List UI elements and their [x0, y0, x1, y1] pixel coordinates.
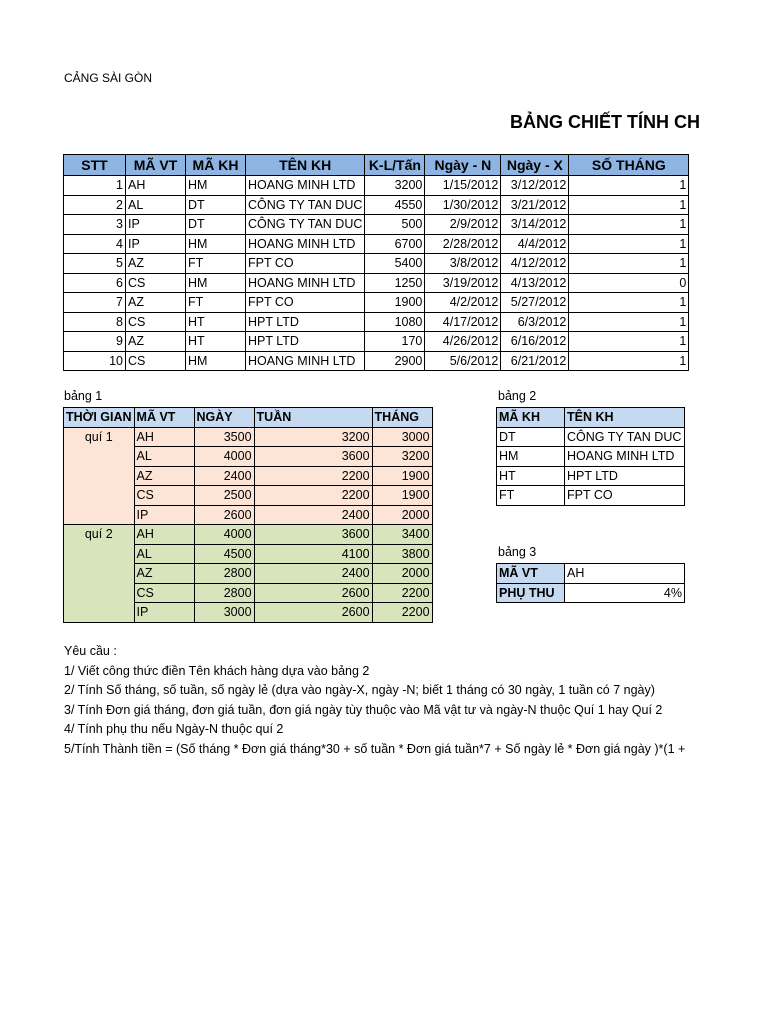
table-row — [64, 273, 689, 293]
cell-so-thang[interactable]: 1 — [569, 254, 689, 274]
cell-stt[interactable]: 8 — [64, 312, 126, 332]
cell-ngay-n[interactable]: 3/8/2012 — [425, 254, 501, 274]
cell-khoi-luong[interactable]: 1250 — [365, 273, 425, 293]
cell-tuan[interactable]: 3600 — [254, 525, 372, 545]
cell-khoi-luong[interactable]: 1080 — [365, 312, 425, 332]
col-header-tuan[interactable]: TUẦN — [254, 408, 372, 428]
cell-so-thang[interactable]: 0 — [569, 273, 689, 293]
cell-ngay-n[interactable]: 2/9/2012 — [425, 215, 501, 235]
table-row — [64, 427, 433, 447]
cell-ngay[interactable]: 4000 — [194, 447, 254, 467]
cell-ma-vt[interactable]: CS — [126, 351, 186, 371]
col-header-ten-kh[interactable]: TÊN KH — [246, 155, 365, 176]
cell-thang[interactable]: 2200 — [372, 583, 432, 603]
cell-ma-vt[interactable]: AZ — [126, 254, 186, 274]
cell-ten-kh[interactable]: HOANG MINH LTD — [246, 273, 365, 293]
cell-ma-kh[interactable]: HM — [186, 351, 246, 371]
cell-stt[interactable]: 10 — [64, 351, 126, 371]
cell-ma-vt[interactable]: IP — [126, 215, 186, 235]
cell-thang[interactable]: 3800 — [372, 544, 432, 564]
cell-ma-kh[interactable]: HT — [186, 312, 246, 332]
table1-caption: bảng 1 — [64, 389, 103, 403]
cell-khoi-luong[interactable]: 4550 — [365, 195, 425, 215]
requirements-heading: Yêu cầu : — [64, 644, 117, 658]
cell-ngay-x[interactable]: 6/3/2012 — [501, 312, 569, 332]
table-row — [497, 466, 685, 486]
surcharge-value-phu-thu[interactable]: 4% — [565, 583, 685, 603]
requirements-block — [64, 642, 754, 759]
col-header-ma-kh[interactable]: MÃ KH — [186, 155, 246, 176]
cell-ma-vt[interactable]: IP — [126, 234, 186, 254]
cell-stt[interactable]: 5 — [64, 254, 126, 274]
cell-ten-kh[interactable]: HPT LTD — [565, 466, 685, 486]
cell-khoi-luong[interactable]: 5400 — [365, 254, 425, 274]
cell-ngay-n[interactable]: 4/26/2012 — [425, 332, 501, 352]
surcharge-value-ma-vt[interactable]: AH — [565, 564, 685, 584]
cell-ten-kh[interactable]: CÔNG TY TAN DUC — [565, 427, 685, 447]
cell-thang[interactable]: 3200 — [372, 447, 432, 467]
cell-so-thang[interactable]: 1 — [569, 293, 689, 313]
cell-stt[interactable]: 4 — [64, 234, 126, 254]
quarter-label[interactable]: quí 1 — [64, 427, 135, 525]
cell-ma-kh[interactable]: HM — [186, 273, 246, 293]
cell-ngay[interactable]: 3000 — [194, 603, 254, 623]
cell-so-thang[interactable]: 1 — [569, 195, 689, 215]
cell-ngay-x[interactable]: 3/21/2012 — [501, 195, 569, 215]
table-row — [64, 234, 689, 254]
cell-thang[interactable]: 1900 — [372, 466, 432, 486]
cell-ngay-x[interactable]: 5/27/2012 — [501, 293, 569, 313]
cell-ngay-n[interactable]: 2/28/2012 — [425, 234, 501, 254]
surcharge-table — [496, 563, 685, 603]
cell-ma-kh[interactable]: DT — [497, 427, 565, 447]
cell-ten-kh[interactable]: CÔNG TY TAN DUC — [246, 195, 365, 215]
customer-header-row — [497, 408, 685, 428]
cell-ten-kh[interactable]: FPT CO — [565, 486, 685, 506]
cell-so-thang[interactable]: 1 — [569, 332, 689, 352]
cell-ngay-x[interactable]: 3/12/2012 — [501, 176, 569, 196]
surcharge-label-ma-vt[interactable]: MÃ VT — [497, 564, 565, 584]
col-header-ma-kh[interactable]: MÃ KH — [497, 408, 565, 428]
cell-so-thang[interactable]: 1 — [569, 215, 689, 235]
cell-ngay[interactable]: 3500 — [194, 427, 254, 447]
table-row — [64, 312, 689, 332]
col-header-thoi-gian[interactable]: THỜI GIAN — [64, 408, 135, 428]
cell-ten-kh[interactable]: HOANG MINH LTD — [246, 234, 365, 254]
cell-tuan[interactable]: 2600 — [254, 603, 372, 623]
cell-ten-kh[interactable]: FPT CO — [246, 254, 365, 274]
cell-tuan[interactable]: 2200 — [254, 486, 372, 506]
cell-ma-kh[interactable]: HM — [186, 176, 246, 196]
cell-tuan[interactable]: 2400 — [254, 564, 372, 584]
cell-ma-kh[interactable]: FT — [186, 254, 246, 274]
table-row — [64, 351, 689, 371]
table-row — [497, 427, 685, 447]
cell-ma-vt[interactable]: AZ — [134, 564, 194, 584]
cell-ma-kh[interactable]: HT — [186, 332, 246, 352]
cell-ma-kh[interactable]: HT — [497, 466, 565, 486]
cell-khoi-luong[interactable]: 6700 — [365, 234, 425, 254]
sheet-title: BẢNG CHIẾT TÍNH CH — [510, 112, 700, 132]
table-row — [64, 195, 689, 215]
cell-ma-kh[interactable]: FT — [186, 293, 246, 313]
cell-ten-kh[interactable]: HOANG MINH LTD — [246, 351, 365, 371]
cell-ngay-x[interactable]: 6/21/2012 — [501, 351, 569, 371]
cell-stt[interactable]: 7 — [64, 293, 126, 313]
cell-ten-kh[interactable]: FPT CO — [246, 293, 365, 313]
cell-stt[interactable]: 6 — [64, 273, 126, 293]
cell-ma-vt[interactable]: AZ — [134, 466, 194, 486]
col-header-stt[interactable]: STT — [64, 155, 126, 176]
cell-ma-vt[interactable]: AL — [126, 195, 186, 215]
cell-tuan[interactable]: 3200 — [254, 427, 372, 447]
cell-ma-vt[interactable]: AH — [134, 525, 194, 545]
cell-thang[interactable]: 2000 — [372, 505, 432, 525]
cell-so-thang[interactable]: 1 — [569, 234, 689, 254]
table-row — [64, 293, 689, 313]
main-table — [63, 154, 689, 371]
cell-ma-kh[interactable]: DT — [186, 215, 246, 235]
cell-ma-vt[interactable]: AL — [134, 447, 194, 467]
requirement-item-4: 4/ Tính phụ thu nếu Ngày-N thuộc quí 2 — [64, 722, 284, 736]
cell-ma-vt[interactable]: CS — [134, 486, 194, 506]
cell-ngay[interactable]: 2800 — [194, 583, 254, 603]
table-row — [497, 447, 685, 467]
cell-ngay[interactable]: 2500 — [194, 486, 254, 506]
surcharge-row-phu-thu — [497, 583, 685, 603]
cell-ngay-x[interactable]: 3/14/2012 — [501, 215, 569, 235]
cell-ma-vt[interactable]: CS — [134, 583, 194, 603]
main-header-row — [64, 155, 689, 176]
cell-ten-kh[interactable]: HPT LTD — [246, 312, 365, 332]
customer-table — [496, 407, 685, 506]
surcharge-label-phu-thu[interactable]: PHỤ THU — [497, 583, 565, 603]
price-table — [63, 407, 433, 623]
table3-caption: bảng 3 — [498, 545, 537, 559]
cell-ngay-n[interactable]: 4/2/2012 — [425, 293, 501, 313]
quarter-label[interactable]: quí 2 — [64, 525, 135, 623]
company-name: CẢNG SÀI GÒN — [64, 71, 153, 85]
table-row — [64, 525, 433, 545]
cell-ma-kh[interactable]: FT — [497, 486, 565, 506]
cell-so-thang[interactable]: 1 — [569, 351, 689, 371]
cell-ma-vt[interactable]: IP — [134, 505, 194, 525]
requirement-item-1: 1/ Viết công thức điền Tên khách hàng dựa vào bảng 2 — [64, 663, 370, 678]
cell-ngay-n[interactable]: 3/19/2012 — [425, 273, 501, 293]
cell-thang[interactable]: 2000 — [372, 564, 432, 584]
surcharge-row-ma-vt — [497, 564, 685, 584]
cell-ngay-n[interactable]: 4/17/2012 — [425, 312, 501, 332]
col-header-thang[interactable]: THÁNG — [372, 408, 432, 428]
cell-ma-kh[interactable]: HM — [497, 447, 565, 467]
col-header-ma-vt[interactable]: MÃ VT — [134, 408, 194, 428]
cell-so-thang[interactable]: 1 — [569, 176, 689, 196]
cell-thang[interactable]: 3000 — [372, 427, 432, 447]
col-header-ngay-x[interactable]: Ngày - X — [501, 155, 569, 176]
cell-tuan[interactable]: 2200 — [254, 466, 372, 486]
price-header-row — [64, 408, 433, 428]
cell-stt[interactable]: 2 — [64, 195, 126, 215]
cell-ngay-x[interactable]: 6/16/2012 — [501, 332, 569, 352]
cell-ma-vt[interactable]: AH — [126, 176, 186, 196]
col-header-ma-vt[interactable]: MÃ VT — [126, 155, 186, 176]
col-header-ten-kh[interactable]: TÊN KH — [565, 408, 685, 428]
cell-thang[interactable]: 3400 — [372, 525, 432, 545]
cell-so-thang[interactable]: 1 — [569, 312, 689, 332]
cell-khoi-luong[interactable]: 3200 — [365, 176, 425, 196]
cell-tuan[interactable]: 2400 — [254, 505, 372, 525]
cell-ten-kh[interactable]: HOANG MINH LTD — [565, 447, 685, 467]
cell-khoi-luong[interactable]: 2900 — [365, 351, 425, 371]
cell-khoi-luong[interactable]: 500 — [365, 215, 425, 235]
table-row — [64, 176, 689, 196]
cell-khoi-luong[interactable]: 1900 — [365, 293, 425, 313]
cell-ten-kh[interactable]: CÔNG TY TAN DUC — [246, 215, 365, 235]
requirement-item-3: 3/ Tính Đơn giá tháng, đơn giá tuần, đơn giá ngày tùy thuộc vào Mã vật tư và ngày-N thuộc Quí 1 hay Quí 2 — [64, 702, 663, 717]
cell-ma-vt[interactable]: CS — [126, 312, 186, 332]
cell-ma-vt[interactable]: IP — [134, 603, 194, 623]
cell-tuan[interactable]: 2600 — [254, 583, 372, 603]
cell-stt[interactable]: 3 — [64, 215, 126, 235]
cell-ngay-x[interactable]: 4/13/2012 — [501, 273, 569, 293]
cell-thang[interactable]: 2200 — [372, 603, 432, 623]
col-header-khoi-luong[interactable]: K-L/Tấn — [365, 155, 425, 176]
table-row — [64, 215, 689, 235]
cell-ma-vt[interactable]: AH — [134, 427, 194, 447]
cell-stt[interactable]: 9 — [64, 332, 126, 352]
col-header-ngay[interactable]: NGÀY — [194, 408, 254, 428]
cell-khoi-luong[interactable]: 170 — [365, 332, 425, 352]
cell-ma-kh[interactable]: HM — [186, 234, 246, 254]
cell-ten-kh[interactable]: HOANG MINH LTD — [246, 176, 365, 196]
col-header-so-thang[interactable]: SỐ THÁNG — [569, 155, 689, 176]
cell-ma-kh[interactable]: DT — [186, 195, 246, 215]
cell-ngay[interactable]: 4000 — [194, 525, 254, 545]
cell-ten-kh[interactable]: HPT LTD — [246, 332, 365, 352]
cell-ngay-n[interactable]: 1/30/2012 — [425, 195, 501, 215]
cell-ma-vt[interactable]: AZ — [126, 332, 186, 352]
table-row — [497, 486, 685, 506]
cell-tuan[interactable]: 4100 — [254, 544, 372, 564]
cell-tuan[interactable]: 3600 — [254, 447, 372, 467]
requirement-item-2: 2/ Tính Số tháng, số tuần, số ngày lẻ (dựa vào ngày-X, ngày -N; biết 1 tháng có 30 ngày, 1 tuần có 7 ngày) — [64, 683, 655, 697]
cell-ma-vt[interactable]: AL — [134, 544, 194, 564]
cell-ngay-x[interactable]: 4/4/2012 — [501, 234, 569, 254]
table2-caption: bảng 2 — [498, 389, 537, 403]
cell-stt[interactable]: 1 — [64, 176, 126, 196]
table-row — [64, 332, 689, 352]
cell-ngay-x[interactable]: 4/12/2012 — [501, 254, 569, 274]
requirement-item-5: 5/Tính Thành tiền = (Số tháng * Đơn giá tháng*30 + số tuần * Đơn giá tuần*7 + Số ngày lẻ * Đơn giá ngày )*(1 + — [64, 741, 686, 756]
cell-ngay-n[interactable]: 5/6/2012 — [425, 351, 501, 371]
cell-ma-vt[interactable]: AZ — [126, 293, 186, 313]
cell-ngay-n[interactable]: 1/15/2012 — [425, 176, 501, 196]
cell-ngay[interactable]: 2400 — [194, 466, 254, 486]
cell-ngay[interactable]: 2800 — [194, 564, 254, 584]
table-row — [64, 254, 689, 274]
cell-ngay[interactable]: 2600 — [194, 505, 254, 525]
cell-ngay[interactable]: 4500 — [194, 544, 254, 564]
col-header-ngay-n[interactable]: Ngày - N — [425, 155, 501, 176]
cell-ma-vt[interactable]: CS — [126, 273, 186, 293]
cell-thang[interactable]: 1900 — [372, 486, 432, 506]
